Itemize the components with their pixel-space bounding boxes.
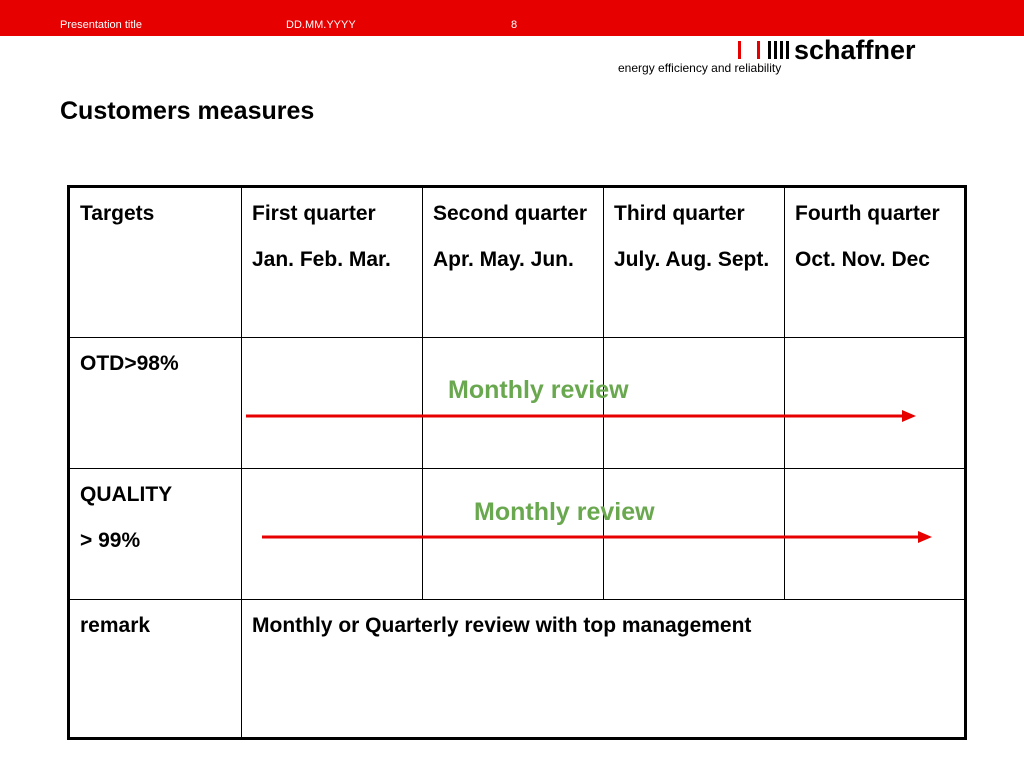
row-label-quality: QUALITY > 99%: [69, 469, 242, 600]
quality-review-label: Monthly review: [474, 498, 655, 526]
row-label-remark: remark: [69, 600, 242, 739]
page-number: 8: [511, 19, 518, 31]
table-header-row: [69, 187, 966, 338]
schaffner-logo: [734, 38, 969, 62]
table-row-remark: [69, 600, 966, 739]
q3-months: July. Aug. Sept.: [614, 248, 770, 271]
q1-months: Jan. Feb. Mar.: [252, 248, 391, 271]
q4-months: Oct. Nov. Dec: [795, 248, 930, 271]
header-cell-q4: Fourth quarter Oct. Nov. Dec: [785, 187, 966, 338]
brand-tagline: energy efficiency and reliability: [618, 61, 782, 75]
measures-table: [67, 185, 967, 740]
presentation-date: DD.MM.YYYY: [286, 19, 356, 31]
remark-text: Monthly or Quarterly review with top management: [242, 600, 966, 739]
header-cell-q1: First quarter Jan. Feb. Mar.: [242, 187, 423, 338]
row-label-otd: OTD>98%: [69, 338, 242, 469]
quality-review-arrow: [260, 527, 936, 547]
otd-review-arrow: [244, 406, 920, 426]
quality-threshold: > 99%: [80, 529, 141, 552]
q2-months: Apr. May. Jun.: [433, 248, 574, 271]
header-cell-q3: Third quarter July. Aug. Sept.: [604, 187, 785, 338]
header-cell-targets: Targets: [69, 187, 242, 338]
header-cell-q2: Second quarter Apr. May. Jun.: [423, 187, 604, 338]
header-bar: [0, 0, 1024, 36]
otd-review-label: Monthly review: [448, 376, 629, 404]
slide-title: Customers measures: [60, 97, 315, 125]
presentation-title: Presentation title: [60, 19, 142, 31]
svg-text:schaffner: schaffner: [794, 38, 916, 62]
